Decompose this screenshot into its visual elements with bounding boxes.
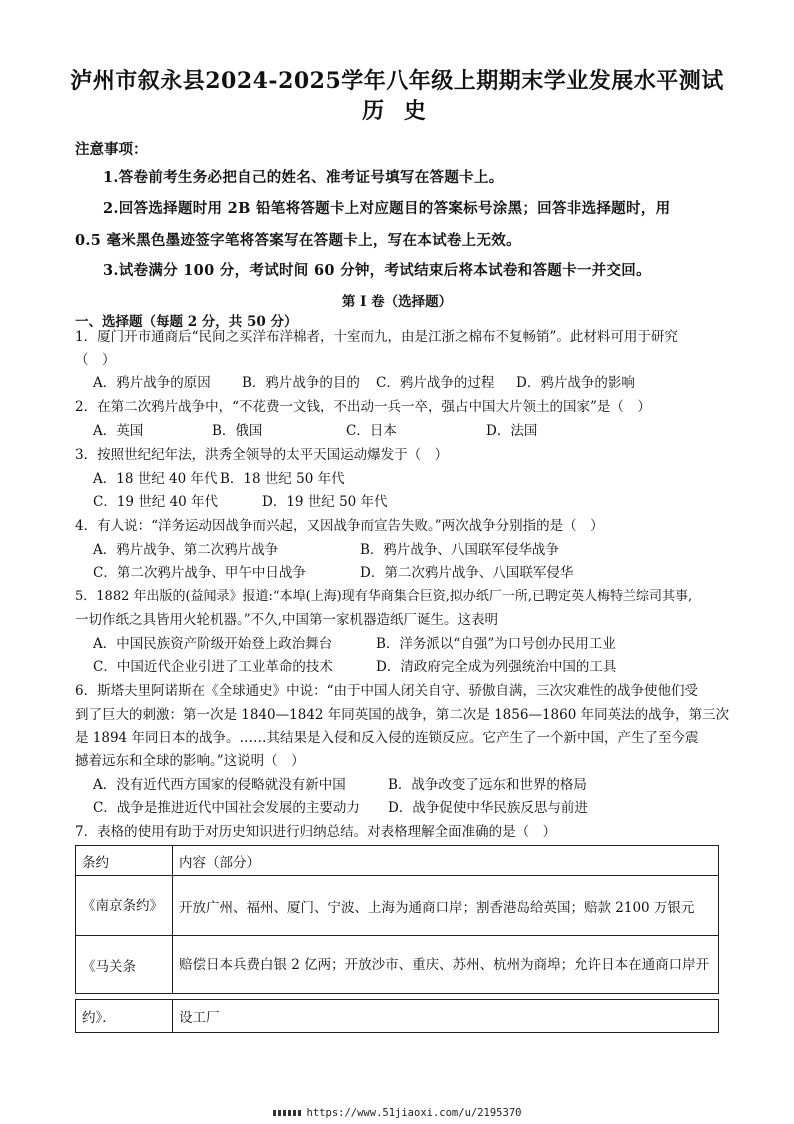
table-row (76, 1000, 719, 1033)
question-2-stem: 2．在第二次鸦片战争中，“不花费一文钱，不出动一兵一卒，强占中国大片领土的国家”是（ ） (75, 399, 651, 415)
question-3-option-c: C．19 世纪 40 年代 (93, 494, 219, 510)
table-cell-treaty: 约》． (76, 1000, 173, 1033)
question-3-stem: 3．按照世纪纪年法，洪秀全领导的太平天国运动爆发于（ ） (75, 447, 449, 463)
question-6-stem: 6．斯塔夫里阿诺斯在《全球通史》中说：“由于中国人闭关自守、骄傲自满，三次灾难性的战争使他们受 (75, 683, 698, 699)
question-1-option-c: C．鸦片战争的过程 (376, 375, 495, 391)
table-cell-content: 设工厂 (173, 1000, 719, 1033)
part-title: 第 I 卷（选择题） (341, 294, 453, 310)
question-5-option-b: B．洋务派以“自强”为口号创办民用工业 (376, 636, 616, 652)
question-4-stem: 4．有人说：“洋务运动因战争而兴起，又因战争而宣告失败。”两次战争分别指的是（ ） (75, 518, 604, 534)
notice-item-1: 1.答卷前考生务必把自己的姓名、准考证号填写在答题卡上。 (103, 169, 504, 186)
question-6-stem-cont-3: 撼着远东和全球的影响。”这说明（ ） (75, 753, 305, 769)
question-6-stem-cont-1: 到了巨大的刺激：第一次是 1840—1842 年同英国的战争，第二次是 1856—1860 年同英法的战争，第三次 (75, 707, 730, 723)
treaty-table (75, 845, 719, 994)
table-cell-treaty: 《马关条 (76, 936, 173, 994)
question-1-stem-cont: （ ） (75, 352, 116, 368)
table-cell-treaty: 《南京条约》 (76, 876, 173, 936)
table-header-row (76, 846, 719, 876)
question-2-option-d: D．法国 (486, 423, 538, 439)
question-6-option-d: D．战争促使中华民族反思与前进 (388, 800, 588, 816)
question-6-option-a: A．没有近代西方国家的侵略就没有新中国 (93, 777, 346, 793)
question-3-option-d: D．19 世纪 50 年代 (262, 494, 388, 510)
question-5-stem-cont: 一切作纸之具皆用火轮机器。”不久,中国第一家机器造纸厂诞生。这表明 (75, 612, 498, 628)
question-6-option-b: B．战争改变了远东和世界的格局 (388, 777, 587, 793)
notice-item-2: 2.回答选择题时用 2B 铅笔将答题卡上对应题目的答案标号涂黑；回答非选择题时，用 (103, 200, 671, 217)
question-7-stem: 7．表格的使用有助于对历史知识进行归纳总结。对表格理解全面准确的是（ ） (75, 824, 557, 840)
question-4-option-a: A．鸦片战争、第二次鸦片战争 (93, 542, 279, 558)
question-4-option-b: B．鸦片战争、八国联军侵华战争 (360, 542, 559, 558)
table-header-content: 内容（部分） (173, 846, 719, 876)
table-header-treaty: 条约 (76, 846, 173, 876)
question-5-option-a: A．中国民族资产阶级开始登上政治舞台 (93, 636, 333, 652)
question-5-option-d: D．清政府完全成为列强统治中国的工具 (376, 659, 617, 675)
question-1-option-d: D．鸦片战争的影响 (516, 375, 635, 391)
question-5-stem: 5．1882 年出版的(益闻录》报道:“本埠(上海)现有华商集合巨资,拟办纸厂一所,已聘定英人梅特兰综司其事, (75, 589, 693, 604)
section-title: 一、选择题（每题 2 分，共 50 分） (75, 314, 298, 330)
table-cell-content: 开放广州、福州、厦门、宁波、上海为通商口岸；割香港岛给英国；赔款 2100 万银元 (173, 876, 719, 936)
question-1-option-b: B．鸦片战争的目的 (242, 375, 360, 391)
question-5-option-c: C．中国近代企业引进了工业革命的技术 (93, 659, 333, 675)
notice-item-2-cont: 0.5 毫米黑色墨迹签字笔将答案写在答题卡上，写在本试卷上无效。 (75, 232, 521, 249)
subject-title: 历 史 (362, 98, 432, 124)
question-3-option-b: B．18 世纪 50 年代 (220, 471, 345, 487)
site-logo-icon (273, 1110, 301, 1116)
notice-heading: 注意事项： (75, 141, 148, 158)
question-1-option-a: A．鸦片战争的原因 (93, 375, 211, 391)
question-2-option-b: B．俄国 (212, 423, 263, 439)
question-2-option-c: C．日本 (346, 423, 397, 439)
question-6-option-c: C．战争是推进近代中国社会发展的主要动力 (93, 800, 360, 816)
table-row (76, 936, 719, 994)
table-cell-content: 赔偿日本兵费白银 2 亿两；开放沙市、重庆、苏州、杭州为商埠；允许日本在通商口岸开 (173, 936, 719, 994)
notice-item-3: 3.试卷满分 100 分，考试时间 60 分钟，考试结束后将本试卷和答题卡一并交回。 (103, 262, 651, 279)
page-footer (0, 1107, 794, 1119)
question-2-option-a: A．英国 (93, 423, 144, 439)
footer-url[interactable]: https://www.51jiaoxi.com/u/2195370 (306, 1107, 522, 1119)
question-3-option-a: A．18 世纪 40 年代 (93, 471, 218, 487)
question-1-stem: 1．厦门开市通商后“民间之买洋布洋棉者，十室而九，由是江浙之棉布不复畅销”。此材料可用于研究 (75, 329, 678, 345)
exam-title: 泸州市叙永县2024-2025学年八年级上期期末学业发展水平测试 (70, 68, 724, 94)
question-4-option-d: D．第二次鸦片战争、八国联军侵华 (360, 565, 574, 581)
question-6-stem-cont-2: 是 1894 年同日本的战争。……其结果是入侵和反入侵的连锁反应。它产生了一个新中国，产生了至今震 (75, 730, 699, 746)
treaty-table-continued (75, 999, 719, 1033)
question-4-option-c: C．第二次鸦片战争、甲午中日战争 (93, 565, 306, 581)
table-row (76, 876, 719, 936)
